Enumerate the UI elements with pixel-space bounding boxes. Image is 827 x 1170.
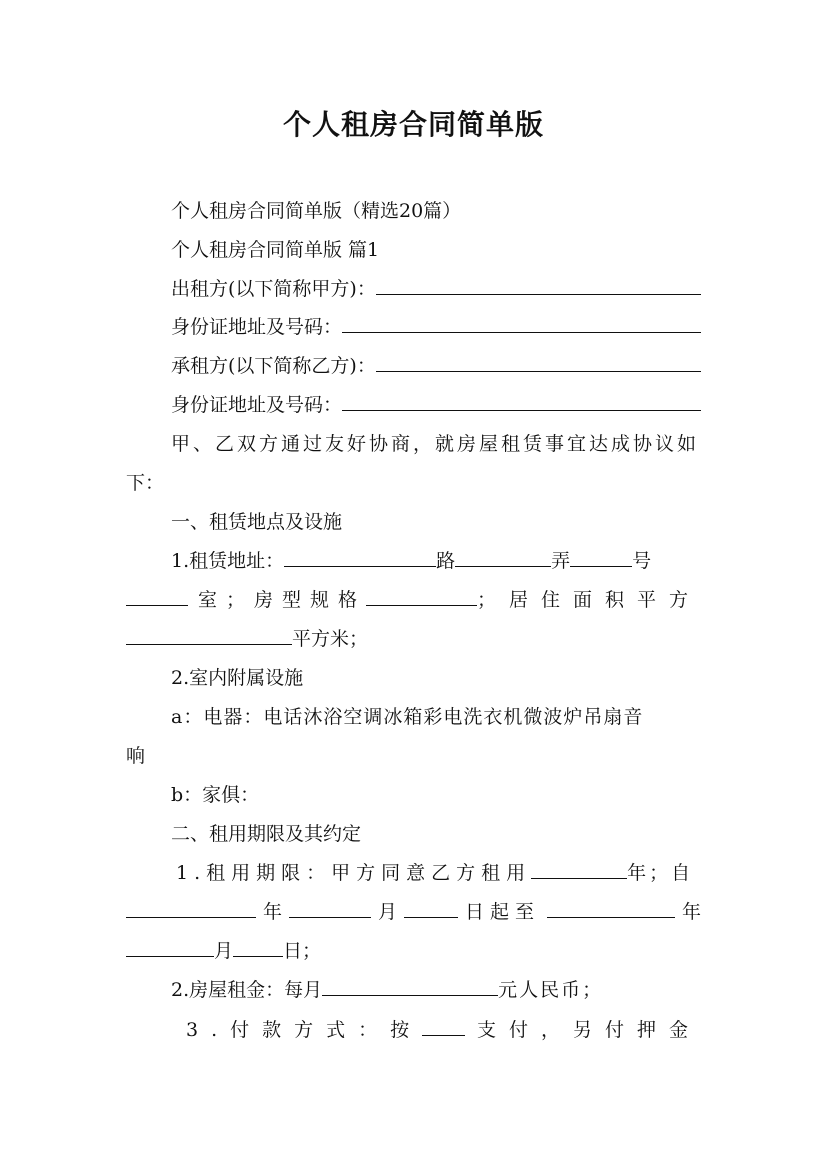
party-b-label: 承租方(以下简称乙方)： <box>171 355 376 377</box>
payment-method-blank <box>422 1011 465 1036</box>
lease-from-label: 年；自 <box>627 862 694 884</box>
start-day-blank <box>404 893 458 918</box>
party-b-id-label: 身份证地址及号码： <box>171 394 343 416</box>
room-type-label: 室；房型规格 <box>198 589 367 611</box>
party-b-blank <box>376 347 701 372</box>
living-area-label: ；居住面积平方 <box>476 589 701 611</box>
rent-blank <box>322 971 498 996</box>
s1-item1-line2 <box>126 581 701 619</box>
start-year-blank <box>126 893 256 918</box>
rent-label: 2.房屋租金：每月 <box>171 979 323 1001</box>
party-a-id-label: 身份证地址及号码： <box>171 316 343 338</box>
s1-item2: 2.室内附属设施 <box>171 667 304 689</box>
section-heading: 个人租房合同简单版 篇1 <box>171 239 380 261</box>
end-month-label: 月 <box>214 940 234 962</box>
s1-item2-a-line2: 响 <box>126 745 146 767</box>
lease-years-blank <box>531 854 627 879</box>
end-month-blank <box>126 932 214 957</box>
room-blank <box>126 581 188 606</box>
end-day-label: 日； <box>283 940 322 962</box>
party-a-line <box>126 270 701 308</box>
end-year-label: 年 <box>681 901 701 923</box>
section-1-heading: 一、租赁地点及设施 <box>171 511 343 533</box>
address-blank-road <box>284 542 436 567</box>
s2-item1-line1 <box>126 854 701 892</box>
agreement-line-1: 甲、乙双方通过友好协商，就房屋租赁事宜达成协议如 <box>171 433 700 455</box>
square-meter-label: 平方米； <box>292 628 369 650</box>
party-b-id-line <box>126 386 701 424</box>
document-title: 个人租房合同简单版 <box>282 108 544 141</box>
party-a-blank <box>376 270 701 295</box>
rent-currency-label: 元人民币； <box>498 979 604 1001</box>
document-subtitle: 个人租房合同简单版（精选20篇） <box>171 200 462 222</box>
s1-item1-label: 1.租赁地址： <box>171 550 285 572</box>
party-b-id-blank <box>342 386 701 411</box>
party-a-label: 出租方(以下简称甲方)： <box>171 278 376 300</box>
party-a-id-line <box>126 308 701 346</box>
s1-item1-line3 <box>126 620 701 658</box>
payment-method-label: 3.付款方式：按 <box>186 1019 423 1041</box>
s2-item2-line <box>126 971 701 1009</box>
road-label: 路 <box>436 550 456 572</box>
s2-item1-line2 <box>126 893 701 931</box>
start-to-label: 日起至 <box>464 901 540 923</box>
start-year-label: 年 <box>262 901 282 923</box>
address-blank-number <box>570 542 632 567</box>
s1-item2-a-line1: a：电器：电话沐浴空调冰箱彩电洗衣机微波炉吊扇音 <box>171 706 644 728</box>
end-day-blank <box>233 932 283 957</box>
s1-item1-line1 <box>126 542 701 580</box>
start-month-blank <box>289 893 371 918</box>
s1-item2-b: b：家俱： <box>171 784 260 806</box>
lease-term-label: 1.租用期限：甲方同意乙方租用 <box>176 862 532 884</box>
section-2-heading: 二、租用期限及其约定 <box>171 823 362 845</box>
address-blank-lane <box>455 542 551 567</box>
party-a-id-blank <box>342 308 701 333</box>
room-type-blank <box>366 581 477 606</box>
s2-item1-line3 <box>126 932 701 970</box>
start-month-label: 月 <box>377 901 397 923</box>
deposit-label: 支付，另付押金 <box>476 1019 701 1041</box>
party-b-line <box>126 347 701 385</box>
number-label: 号 <box>632 550 652 572</box>
agreement-line-2: 下： <box>126 472 165 494</box>
area-blank <box>126 620 292 645</box>
end-year-blank <box>547 893 675 918</box>
lane-label: 弄 <box>551 550 571 572</box>
s2-item3-line <box>126 1011 701 1049</box>
